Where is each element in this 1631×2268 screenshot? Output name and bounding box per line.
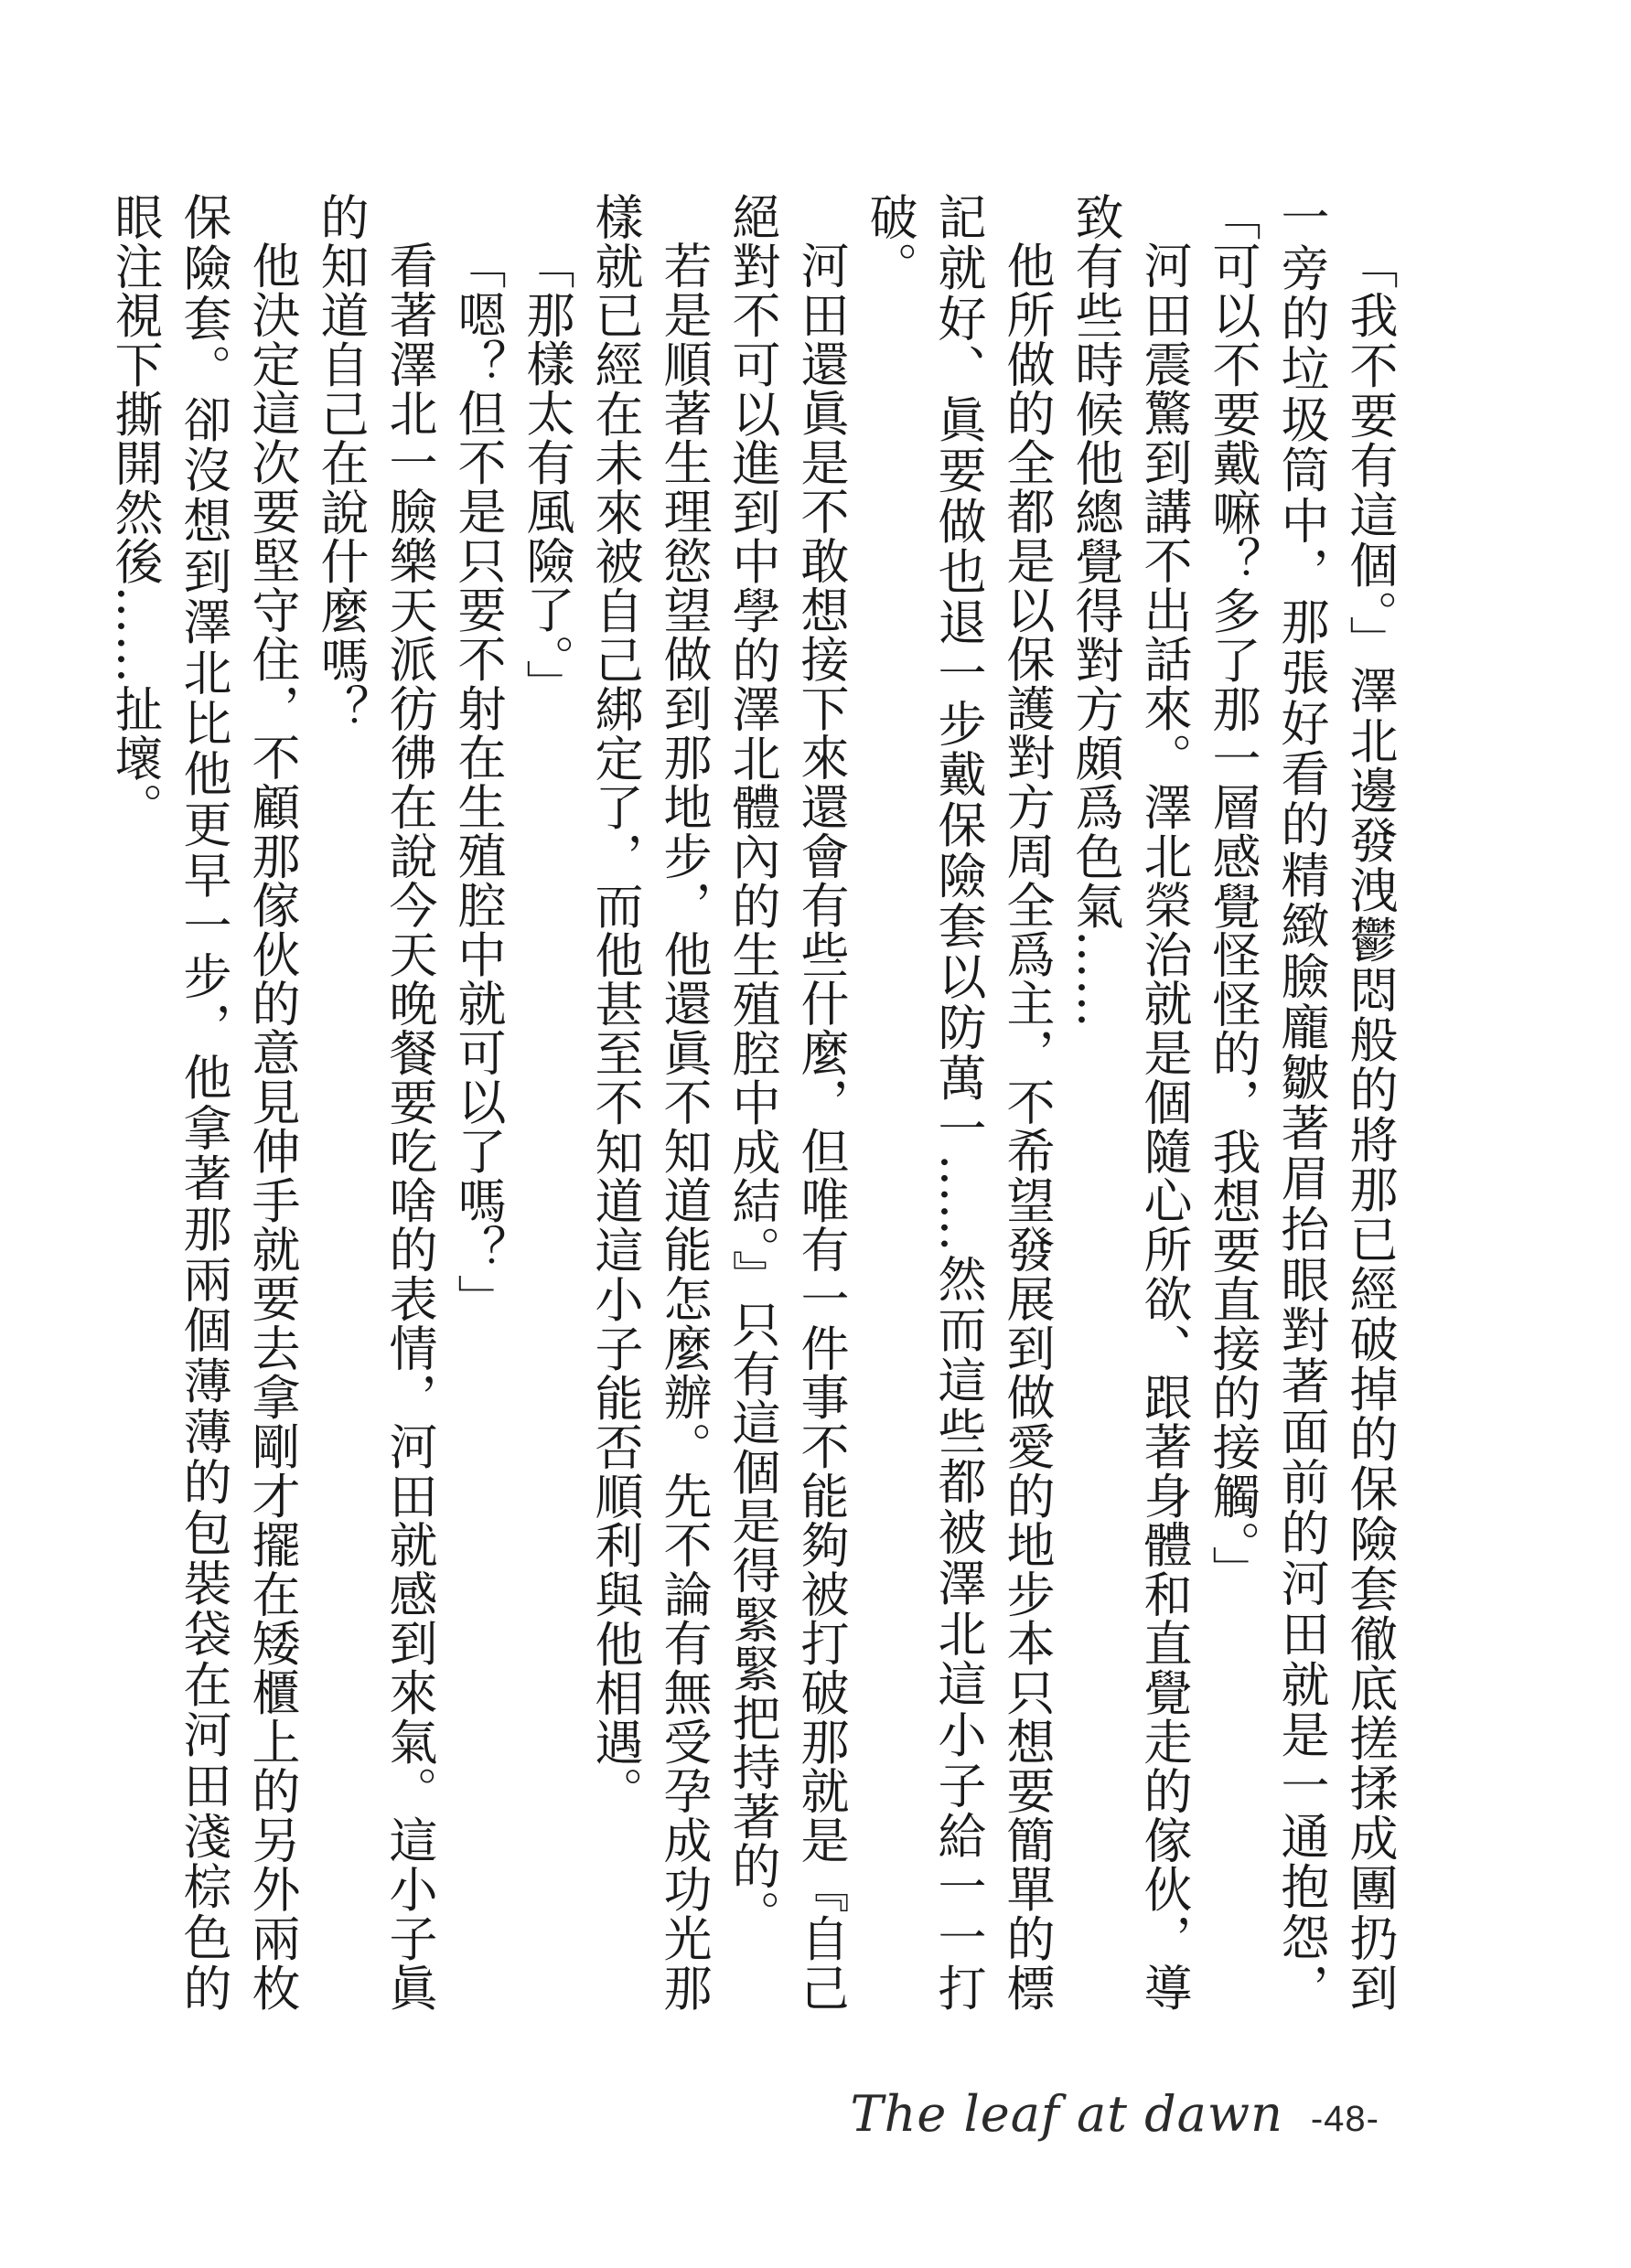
paragraph-2: 河田震驚到講不出話來。澤北榮治就是個隨心所欲、跟著身體和直覺走的傢伙，導致有些時候他總覺得對方頗爲色氣…… <box>1068 192 1192 2012</box>
paragraph-3: 他所做的全都是以保護對方周全爲主，不希望發展到做愛的地步本只想要簡單的標記就好、眞要做也退一步戴保險套以防萬一……然而這些都被澤北這小子給一一打破。 <box>862 192 1055 2012</box>
paragraph-1: 「我不要有這個。」澤北邊發洩鬱悶般的將那已經破掉的保險套徹底搓揉成團扔到一旁的垃圾筒中，那張好看的精緻臉龐皺著眉抬眼對著面前的河田就是一通抱怨，「可以不要戴嘛？多了那一層感覺怪怪的，我想要直接的接觸。」 <box>1205 192 1398 2012</box>
book-title: The leaf at dawn <box>850 2085 1283 2143</box>
paragraph-7: 「嗯？但不是只要不射在生殖腔中就可以了嗎？」 <box>450 241 506 1323</box>
paragraph-9: 他決定這次要堅守住，不顧那傢伙的意見伸手就要去拿剛才擺在矮櫃上的另外兩枚保險套。卻沒想到澤北比他更早一步，他拿著那兩個薄薄的包裝袋在河田淺棕色的眼注視下撕開然後……扯壞。 <box>107 192 300 2012</box>
paragraph-6: 「那樣太有風險了。」 <box>519 241 574 709</box>
paragraph-5: 若是順著生理慾望做到那地步，他還眞不知道能怎麼辦。先不論有無受孕成功光那樣就已經在未來被自己綁定了，而他甚至不知道這小子能否順利與他相遇。 <box>587 192 712 2012</box>
body-text <box>107 192 1404 2012</box>
page-footer <box>851 2085 1379 2149</box>
page-number: -48- <box>1310 2099 1379 2139</box>
paragraph-4: 河田還眞是不敢想接下來還會有些什麼，但唯有一件事不能夠被打破那就是『自己絕對不可以進到中學的澤北體內的生殖腔中成結。』只有這個是得緊緊把持著的。 <box>724 192 849 2012</box>
paragraph-8: 看著澤北一臉樂天派彷彿在說今天晚餐要吃啥的表情，河田就感到來氣。這小子眞的知道自己在說什麼嗎？ <box>313 192 437 2012</box>
